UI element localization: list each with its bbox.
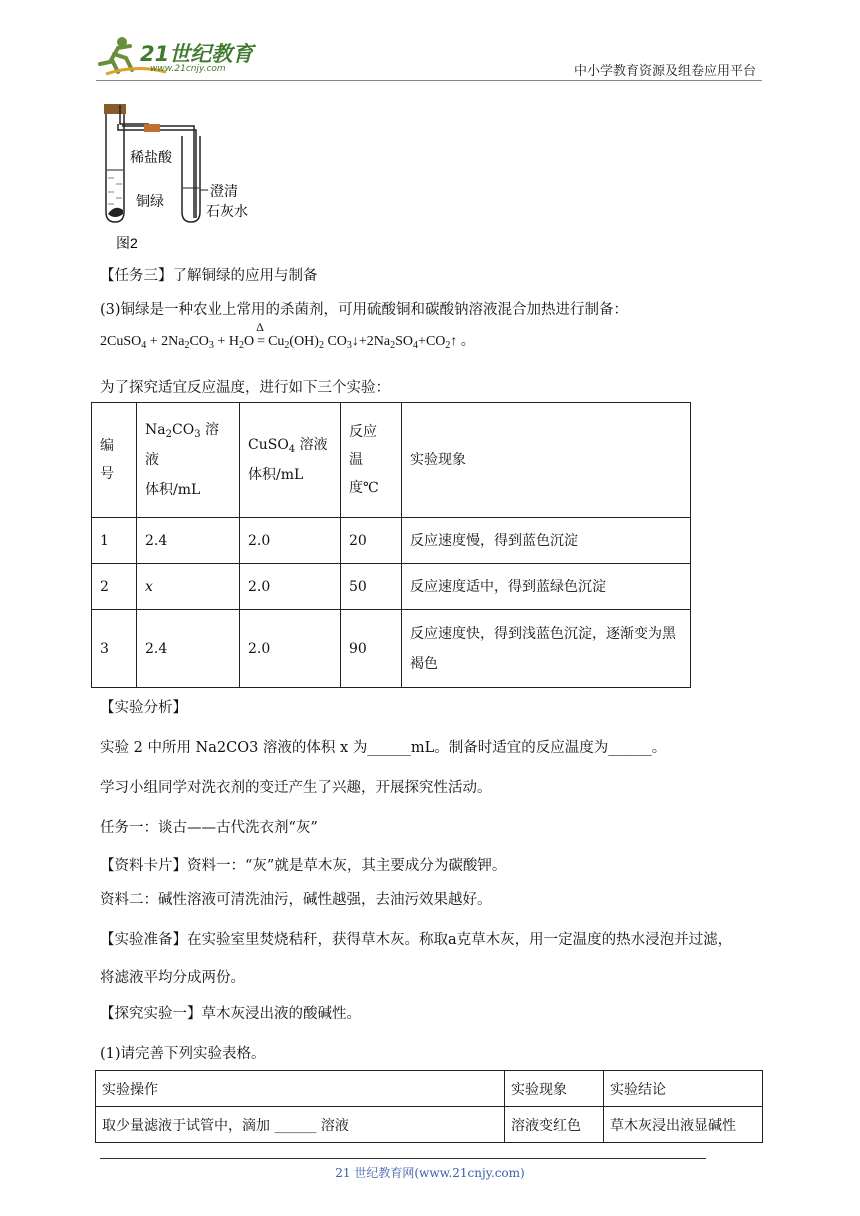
th-na2co3: $Na_2CO_3$ 溶液 体积/mL [137, 403, 240, 518]
logo-text: 21世纪教育 [140, 42, 254, 66]
prep-line-2: 将滤液平均分成两份。 [100, 970, 245, 986]
th-cuso4: CuSO$_4$ 溶液 体积/mL [240, 403, 341, 518]
table-row: 3 2.4 2.0 90 反应速度快，得到浅蓝色沉淀，逐渐变为黑褐色 [92, 610, 691, 688]
label-lime2: 石灰水 [206, 203, 248, 219]
table-header-row: 实验操作 实验现象 实验结论 [96, 1071, 763, 1107]
apparatus-figure [96, 100, 266, 250]
copper-green [108, 208, 123, 217]
logo-url: www.21cnjy.com [150, 64, 226, 74]
header-divider [96, 80, 762, 81]
question-1: (1)请完善下列实验表格。 [100, 1046, 266, 1062]
label-lime: 澄清 [210, 183, 238, 199]
site-logo [96, 34, 266, 80]
label-acid: 稀盐酸 [130, 149, 172, 165]
task3-title: 【任务三】了解铜绿的应用与制备 [100, 268, 318, 284]
experiment-table-2 [95, 1070, 763, 1143]
part2-intro: 学习小组同学对洗衣剂的变迁产生了兴趣，开展探究性活动。 [100, 780, 492, 796]
table-row: 取少量滤液于试管中，滴加 ______ 溶液 溶液变红色 草木灰浸出液显碱性 [96, 1107, 763, 1143]
experiment-table [91, 402, 691, 688]
exp1-title: 【探究实验一】草木灰浸出液的酸碱性。 [100, 1006, 361, 1022]
th-temp: 反应 温 度℃ [341, 403, 402, 518]
rubber-tube [144, 124, 160, 132]
table-row: 2 x 2.0 50 反应速度适中，得到蓝绿色沉淀 [92, 564, 691, 610]
footer-text: 21 世纪教育网(www.21cnjy.com) [335, 1166, 525, 1180]
info-card-2: 资料二：碱性溶液可清洗油污，碱性越强，去油污效果越好。 [100, 892, 492, 908]
chemical-equation: 2CuSO$_4$ + $2Na_2CO_3 + H_2O$ Δ = $Cu_2(OH)_2$ $CO_3↓+2Na_2SO_4+CO_2↑$ 。 [100, 320, 475, 351]
stopper-icon [104, 104, 126, 114]
figure-caption: 图2 [116, 235, 138, 250]
heat-condition: Δ [256, 320, 264, 334]
question-3: (3)铜绿是一种农业上常用的杀菌剂，可用硫酸铜和碳酸钠溶液混合加热进行制备： [100, 302, 629, 318]
analysis-question: 实验 2 中所用 Na2CO3 溶液的体积 x 为______mL。制备时适宜的反应温度为______。 [100, 740, 667, 756]
footer-divider [100, 1158, 706, 1159]
analysis-title: 【实验分析】 [100, 700, 187, 716]
th-id: 编号 [92, 403, 137, 518]
label-copper: 铜绿 [136, 193, 164, 209]
prep-line-1: 【实验准备】在实验室里焚烧秸秆，获得草木灰。称取a克草木灰，用一定温度的热水浸泡并过滤， [100, 932, 733, 948]
test-tube-right [182, 136, 200, 222]
task1-title: 任务一：谈古——古代洗衣剂“灰” [100, 820, 318, 836]
experiment-intro: 为了探究适宜反应温度，进行如下三个实验： [100, 380, 390, 396]
table-row: 1 2.4 2.0 20 反应速度慢，得到蓝色沉淀 [92, 518, 691, 564]
info-card-1: 【资料卡片】资料一：“灰”就是草木灰，其主要成分为碳酸钾。 [100, 858, 507, 874]
table-header-row [92, 403, 691, 518]
th-phenomenon: 实验现象 [402, 403, 691, 518]
platform-name: 中小学教育资源及组卷应用平台 [573, 64, 756, 79]
